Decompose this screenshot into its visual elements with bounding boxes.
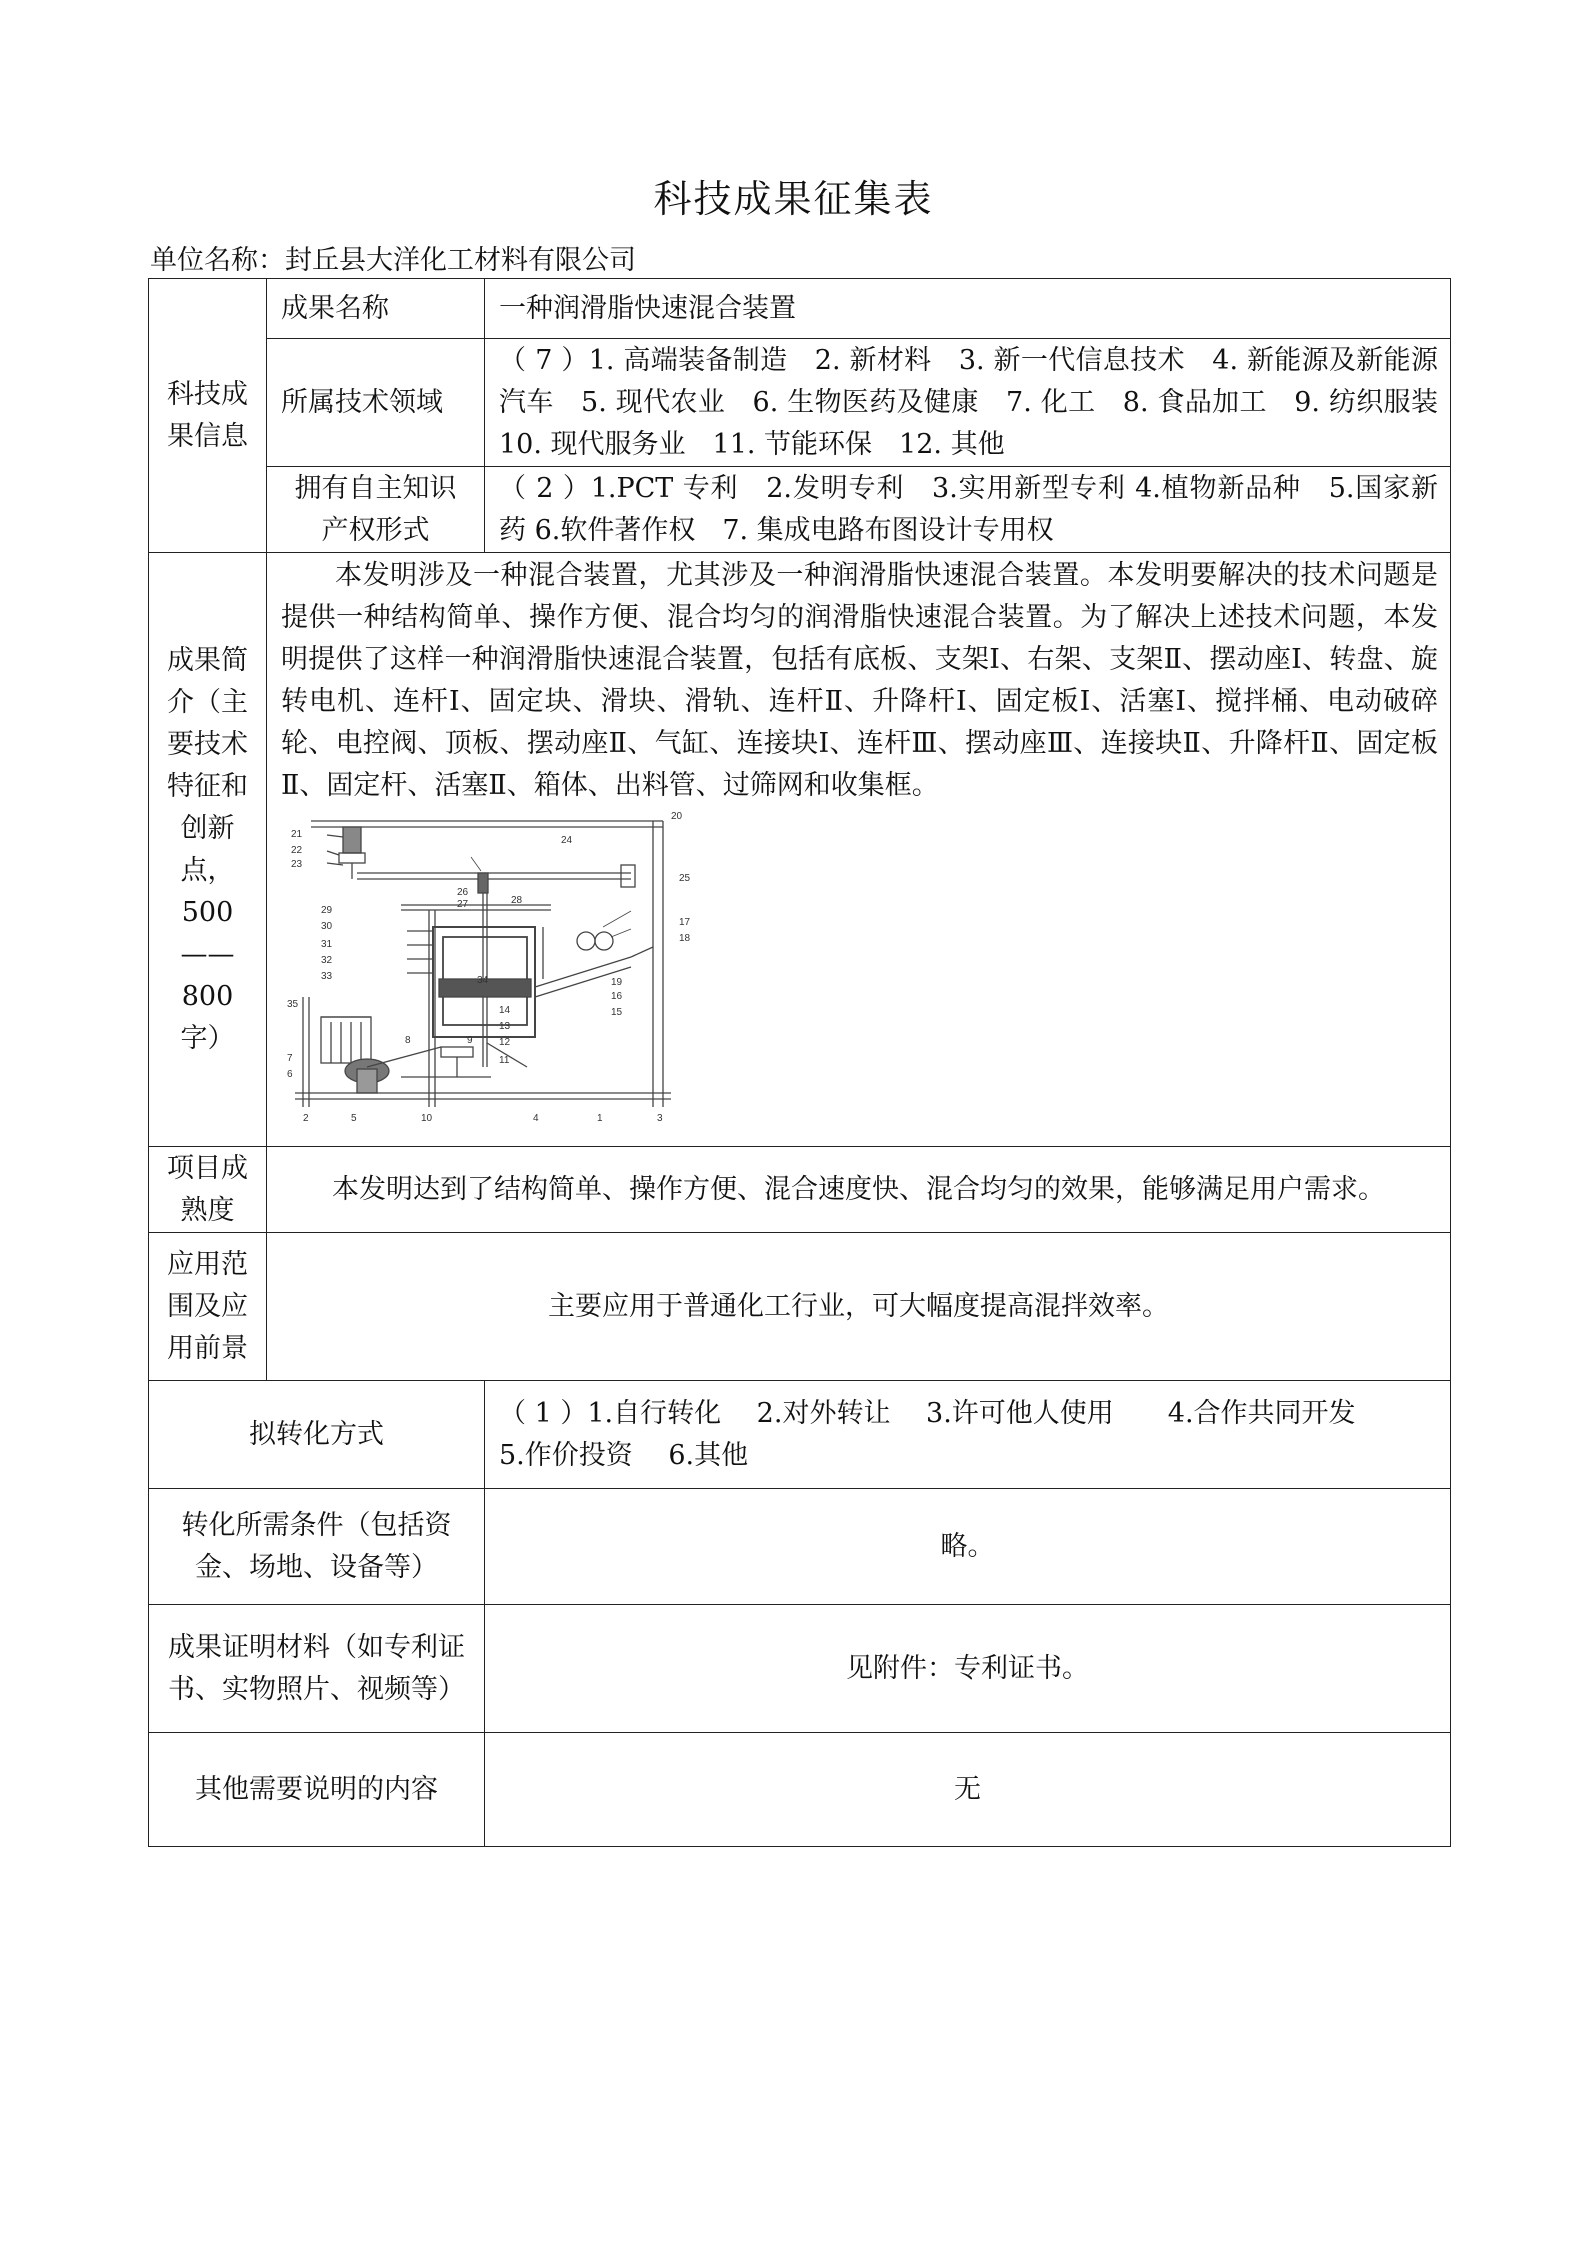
part-label: 21 [291,829,303,840]
conditions-label: 转化所需条件（包括资金、场地、设备等） [181,1509,452,1583]
part-label: 8 [405,1035,411,1046]
part-label: 12 [499,1037,511,1048]
part-label: 14 [499,1005,511,1016]
part-label: 15 [611,1007,623,1018]
name-label: 成果名称 [267,279,485,339]
part-label: 16 [611,991,623,1002]
scope-label-cell [149,1233,267,1381]
field-label: 所属技术领域 [267,339,485,467]
name-value: 一种润滑脂快速混合装置 [485,279,1451,339]
maturity-label-cell [149,1147,267,1233]
part-label: 10 [421,1113,433,1124]
part-label: 2 [303,1113,309,1124]
part-label: 35 [287,999,299,1010]
page-title: 科技成果征集表 [653,177,934,221]
conditions-text: 略。 [485,1489,1451,1605]
part-label: 4 [533,1113,539,1124]
intro-text: 本发明涉及一种混合装置，尤其涉及一种润滑脂快速混合装置。本发明要解决的技术问题是提供一种结构简单、操作方便、混合均匀的润滑脂快速混合装置。为了解决上述技术问题，本发明提供了这样一种润滑脂快速混合装置，包括有底板、支架Ⅰ、右架、支架Ⅱ、摆动座Ⅰ、转盘、旋转电机、连杆Ⅰ、固定块、滑块、滑轨、连杆Ⅱ、升降杆Ⅰ、固定板Ⅰ、活塞Ⅰ、搅拌桶、电动破碎轮、电控阀、顶板、摆动座Ⅱ、气缸、连接块Ⅰ、连杆Ⅲ、摆动座Ⅲ、连接块Ⅱ、升降杆Ⅱ、固定板Ⅱ、固定杆、活塞Ⅱ、箱体、出料管、过筛网和收集框。 [281,560,1438,801]
scope-label: 应用范围及应用前景 [167,1248,248,1364]
part-label: 6 [287,1069,293,1080]
field-options: （ 7 ）1. 高端装备制造 2. 新材料 3. 新一代信息技术 4. 新能源及新能源汽车 5. 现代农业 6. 生物医药及健康 7. 化工 8. 食品加工 9. 纺织服装 10. 现代服务业 11. 节能环保 12. 其他 [485,339,1451,467]
transfer-options-line2: 5.作价投资 6.其他 [499,1439,749,1471]
part-label: 31 [321,939,333,950]
achievement-form-table [148,278,1465,1847]
part-label: 13 [499,1021,511,1032]
transfer-options-cell [485,1381,1451,1489]
part-label: 20 [671,811,683,822]
other-text: 无 [485,1733,1451,1847]
part-label: 33 [321,971,333,982]
part-label: 1 [597,1113,603,1124]
part-label: 19 [611,977,623,988]
part-label: 28 [511,895,523,906]
part-label: 23 [291,859,303,870]
conditions-label-cell [149,1489,485,1605]
intro-content-cell [267,553,1451,1147]
part-label: 29 [321,905,333,916]
scope-text: 主要应用于普通化工行业，可大幅度提高混拌效率。 [267,1233,1451,1381]
maturity-label: 项目成熟度 [167,1152,248,1226]
part-label: 3 [657,1113,663,1124]
part-label: 25 [679,873,691,884]
other-label: 其他需要说明的内容 [149,1733,485,1847]
info-group-label-cell [149,279,267,553]
transfer-label: 拟转化方式 [149,1381,485,1489]
part-label: 7 [287,1053,293,1064]
proof-text: 见附件：专利证书。 [485,1605,1451,1733]
proof-label: 成果证明材料（如专利证书、实物照片、视频等） [168,1631,465,1705]
ip-label-cell [267,467,485,553]
ip-options: （ 2 ）1.PCT 专利 2.发明专利 3.实用新型专利 4.植物新品种 5.国家新药 6.软件著作权 7. 集成电路布图设计专用权 [485,467,1451,553]
part-label: 22 [291,845,303,856]
part-label: 11 [499,1055,510,1066]
mixing-device-diagram [281,807,723,1127]
part-label: 27 [457,899,469,910]
part-label: 17 [679,917,691,928]
info-group-label: 科技成果信息 [167,378,248,452]
part-label: 9 [467,1035,473,1046]
maturity-text: 本发明达到了结构简单、操作方便、混合速度快、混合均匀的效果，能够满足用户需求。 [267,1147,1451,1233]
part-label: 24 [561,835,573,846]
part-label: 26 [457,887,469,898]
part-label: 34 [477,975,489,986]
unit-name-line: 单位名称：封丘县大洋化工材料有限公司 [150,245,636,276]
part-label: 5 [351,1113,357,1124]
ip-label: 拥有自主知识产权形式 [294,472,457,546]
part-label: 32 [321,955,333,966]
transfer-options-line1: （ 1 ）1.自行转化 2.对外转让 3.许可他人使用 4.合作共同开发 [499,1397,1356,1429]
proof-label-cell [149,1605,485,1733]
intro-label: 成果简介（主要技术特征和创新点，500——800字） [167,644,248,1054]
part-label: 30 [321,921,333,932]
part-label: 18 [679,933,691,944]
intro-label-cell [149,553,267,1147]
